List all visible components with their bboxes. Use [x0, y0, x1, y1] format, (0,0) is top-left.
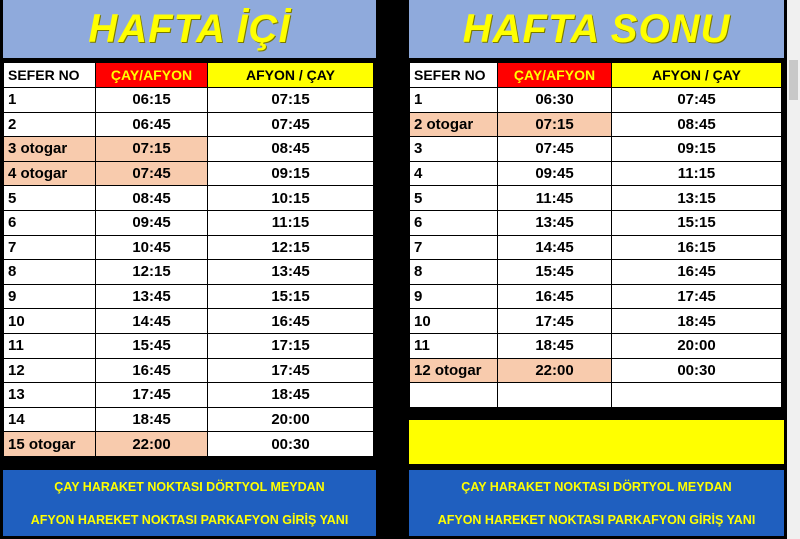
afyon-cay-time-cell: 17:45 — [612, 284, 782, 309]
table-row — [410, 112, 782, 137]
cay-afyon-time-cell: 08:45 — [96, 186, 208, 211]
vertical-scrollbar[interactable] — [787, 0, 800, 539]
cay-afyon-time-cell: 06:30 — [498, 88, 612, 113]
afyon-cay-time-cell: 11:15 — [612, 161, 782, 186]
scrollbar-thumb[interactable] — [789, 60, 798, 100]
sefer-no-cell: 10 — [4, 309, 96, 334]
table-row — [410, 260, 782, 285]
sefer-no-cell: 15 otogar — [4, 432, 96, 457]
cay-afyon-time-cell: 09:45 — [96, 210, 208, 235]
table-row — [4, 161, 374, 186]
afyon-cay-time-cell: 18:45 — [612, 309, 782, 334]
cay-afyon-time-cell: 07:45 — [96, 161, 208, 186]
table-row — [410, 186, 782, 211]
table-row — [410, 383, 782, 408]
afyon-cay-time-cell: 12:15 — [208, 235, 374, 260]
table-row — [410, 235, 782, 260]
sefer-no-cell: 12 — [4, 358, 96, 383]
weekend-yellow-banner — [409, 420, 784, 464]
afyon-cay-time-cell: 10:15 — [208, 186, 374, 211]
notice-line-2: AFYON HAREKET NOKTASI PARKAFYON GİRİŞ YANI — [437, 512, 756, 527]
notice-line-1: ÇAY HARAKET NOKTASI DÖRTYOL MEYDAN — [54, 479, 325, 494]
sefer-no-cell: 1 — [4, 88, 96, 113]
cay-afyon-time-cell: 13:45 — [96, 284, 208, 309]
sefer-no-cell — [410, 383, 498, 408]
weekday-notice — [3, 470, 376, 536]
table-row — [410, 333, 782, 358]
afyon-cay-time-cell: 15:15 — [208, 284, 374, 309]
sefer-no-cell: 5 — [4, 186, 96, 211]
cay-afyon-time-cell: 17:45 — [96, 383, 208, 408]
header-cay-afyon: ÇAY/AFYON — [96, 63, 208, 88]
header-sefer-no: SEFER NO — [410, 63, 498, 88]
sefer-no-cell: 6 — [4, 210, 96, 235]
afyon-cay-time-cell: 09:15 — [208, 161, 374, 186]
afyon-cay-time-cell: 00:30 — [208, 432, 374, 457]
table-row — [4, 407, 374, 432]
notice-line-1: ÇAY HARAKET NOKTASI DÖRTYOL MEYDAN — [461, 479, 732, 494]
cay-afyon-time-cell: 07:15 — [96, 137, 208, 162]
cay-afyon-time-cell — [498, 383, 612, 408]
cay-afyon-time-cell: 14:45 — [498, 235, 612, 260]
cay-afyon-time-cell: 09:45 — [498, 161, 612, 186]
weekend-notice — [409, 470, 784, 536]
header-afyon-cay: AFYON / ÇAY — [612, 63, 782, 88]
cay-afyon-time-cell: 18:45 — [498, 333, 612, 358]
weekend-header-row — [410, 63, 782, 88]
cay-afyon-time-cell: 15:45 — [96, 333, 208, 358]
weekday-panel — [0, 0, 379, 539]
sefer-no-cell: 12 otogar — [410, 358, 498, 383]
table-row — [4, 88, 374, 113]
afyon-cay-time-cell: 13:45 — [208, 260, 374, 285]
sefer-no-cell: 7 — [4, 235, 96, 260]
cay-afyon-time-cell: 13:45 — [498, 210, 612, 235]
cay-afyon-time-cell: 16:45 — [498, 284, 612, 309]
weekday-header-row — [4, 63, 374, 88]
cay-afyon-time-cell: 22:00 — [498, 358, 612, 383]
table-row — [410, 309, 782, 334]
afyon-cay-time-cell: 16:45 — [612, 260, 782, 285]
sefer-no-cell: 9 — [410, 284, 498, 309]
table-row — [410, 210, 782, 235]
table-row — [410, 284, 782, 309]
sefer-no-cell: 10 — [410, 309, 498, 334]
afyon-cay-time-cell — [612, 383, 782, 408]
header-cay-afyon: ÇAY/AFYON — [498, 63, 612, 88]
afyon-cay-time-cell: 09:15 — [612, 137, 782, 162]
afyon-cay-time-cell: 15:15 — [612, 210, 782, 235]
sefer-no-cell: 11 — [4, 333, 96, 358]
weekday-schedule-table — [3, 62, 374, 457]
weekend-title: HAFTA SONU — [409, 0, 784, 58]
table-row — [4, 333, 374, 358]
header-afyon-cay: AFYON / ÇAY — [208, 63, 374, 88]
table-row — [4, 358, 374, 383]
table-row — [4, 260, 374, 285]
notice-line-2: AFYON HAREKET NOKTASI PARKAFYON GİRİŞ YANI — [30, 512, 349, 527]
afyon-cay-time-cell: 08:45 — [612, 112, 782, 137]
sefer-no-cell: 8 — [4, 260, 96, 285]
afyon-cay-time-cell: 07:45 — [208, 112, 374, 137]
sefer-no-cell: 14 — [4, 407, 96, 432]
table-row — [4, 137, 374, 162]
cay-afyon-time-cell: 06:15 — [96, 88, 208, 113]
table-row — [4, 432, 374, 457]
sefer-no-cell: 6 — [410, 210, 498, 235]
table-row — [4, 284, 374, 309]
sefer-no-cell: 4 — [410, 161, 498, 186]
sefer-no-cell: 4 otogar — [4, 161, 96, 186]
cay-afyon-time-cell: 17:45 — [498, 309, 612, 334]
cay-afyon-time-cell: 16:45 — [96, 358, 208, 383]
afyon-cay-time-cell: 18:45 — [208, 383, 374, 408]
cay-afyon-time-cell: 11:45 — [498, 186, 612, 211]
cay-afyon-time-cell: 06:45 — [96, 112, 208, 137]
sefer-no-cell: 7 — [410, 235, 498, 260]
table-row — [4, 235, 374, 260]
sefer-no-cell: 5 — [410, 186, 498, 211]
table-row — [4, 210, 374, 235]
sefer-no-cell: 11 — [410, 333, 498, 358]
afyon-cay-time-cell: 07:45 — [612, 88, 782, 113]
sefer-no-cell: 2 — [4, 112, 96, 137]
sefer-no-cell: 8 — [410, 260, 498, 285]
table-row — [4, 112, 374, 137]
table-row — [4, 309, 374, 334]
afyon-cay-time-cell: 08:45 — [208, 137, 374, 162]
sefer-no-cell: 1 — [410, 88, 498, 113]
cay-afyon-time-cell: 18:45 — [96, 407, 208, 432]
afyon-cay-time-cell: 17:45 — [208, 358, 374, 383]
afyon-cay-time-cell: 17:15 — [208, 333, 374, 358]
table-row — [410, 88, 782, 113]
weekday-title: HAFTA İÇİ — [3, 0, 376, 58]
cay-afyon-time-cell: 12:15 — [96, 260, 208, 285]
cay-afyon-time-cell: 07:45 — [498, 137, 612, 162]
table-row — [410, 137, 782, 162]
afyon-cay-time-cell: 11:15 — [208, 210, 374, 235]
table-row — [4, 383, 374, 408]
weekend-schedule-table — [409, 62, 782, 408]
afyon-cay-time-cell: 07:15 — [208, 88, 374, 113]
afyon-cay-time-cell: 13:15 — [612, 186, 782, 211]
table-row — [410, 358, 782, 383]
afyon-cay-time-cell: 20:00 — [208, 407, 374, 432]
sefer-no-cell: 13 — [4, 383, 96, 408]
weekend-panel — [406, 0, 787, 539]
sefer-no-cell: 3 otogar — [4, 137, 96, 162]
table-row — [410, 161, 782, 186]
cay-afyon-time-cell: 15:45 — [498, 260, 612, 285]
afyon-cay-time-cell: 16:45 — [208, 309, 374, 334]
cay-afyon-time-cell: 22:00 — [96, 432, 208, 457]
afyon-cay-time-cell: 20:00 — [612, 333, 782, 358]
afyon-cay-time-cell: 00:30 — [612, 358, 782, 383]
cay-afyon-time-cell: 07:15 — [498, 112, 612, 137]
cay-afyon-time-cell: 14:45 — [96, 309, 208, 334]
sefer-no-cell: 9 — [4, 284, 96, 309]
cay-afyon-time-cell: 10:45 — [96, 235, 208, 260]
afyon-cay-time-cell: 16:15 — [612, 235, 782, 260]
header-sefer-no: SEFER NO — [4, 63, 96, 88]
sefer-no-cell: 3 — [410, 137, 498, 162]
table-row — [4, 186, 374, 211]
sefer-no-cell: 2 otogar — [410, 112, 498, 137]
